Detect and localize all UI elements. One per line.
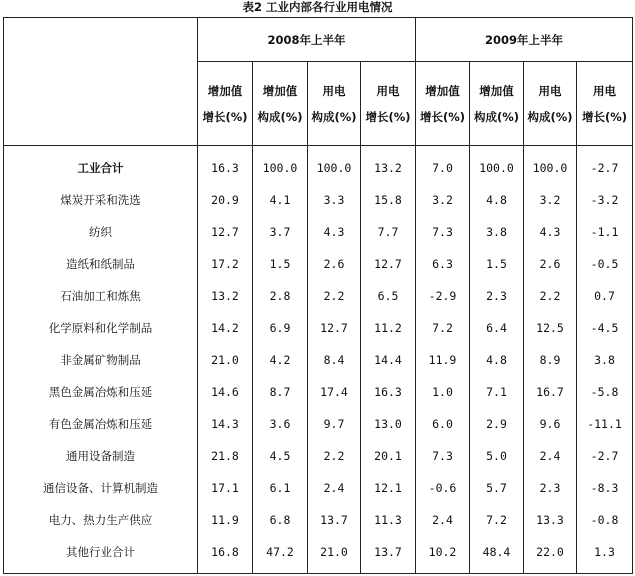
- cell-value: 4.5: [269, 448, 291, 463]
- cell-value: 13.7: [374, 544, 402, 559]
- cell-value: 4.2: [269, 352, 291, 367]
- cell-value: 16.3: [211, 160, 239, 175]
- cell-value: 1.5: [269, 256, 291, 271]
- header-col-3: [308, 62, 361, 146]
- cell-value: 20.1: [374, 448, 402, 463]
- cell-value: 2.2: [323, 448, 345, 463]
- cell-value: -2.7: [590, 160, 619, 175]
- cell-value: -1.1: [590, 224, 619, 239]
- value-column-3: [308, 146, 361, 574]
- header-period-2009: 2009年上半年: [416, 18, 633, 62]
- cell-value: 100.0: [262, 160, 298, 175]
- cell-value: 100.0: [316, 160, 352, 175]
- header-col-4-line-2: 增长(%): [365, 109, 411, 124]
- cell-value: 16.7: [536, 384, 564, 399]
- cell-value: 14.3: [211, 416, 239, 431]
- cell-value: 13.2: [211, 288, 239, 303]
- cell-value: 3.2: [432, 192, 453, 207]
- industry-label: 造纸和纸制品: [66, 256, 135, 271]
- cell-value: 11.2: [374, 320, 402, 335]
- cell-value: 8.4: [323, 352, 345, 367]
- header-col-3-line-2: 构成(%): [311, 109, 357, 124]
- cell-value: 6.4: [486, 320, 507, 335]
- cell-value: 10.2: [428, 544, 457, 559]
- cell-value: 2.3: [539, 480, 561, 495]
- cell-value: 4.1: [269, 192, 291, 207]
- cell-value: 7.0: [432, 160, 453, 175]
- cell-value: 3.8: [486, 224, 507, 239]
- cell-value: 1.5: [486, 256, 507, 271]
- cell-value: -4.5: [590, 320, 619, 335]
- cell-value: 7.7: [377, 224, 399, 239]
- cell-value: 100.0: [479, 160, 514, 175]
- header-col-1: [198, 62, 253, 146]
- cell-value: 14.4: [374, 352, 402, 367]
- cell-value: 13.0: [374, 416, 402, 431]
- header-col-2: [253, 62, 308, 146]
- cell-value: 2.4: [539, 448, 561, 463]
- header-empty-cell: [4, 18, 198, 146]
- industry-label: 非金属矿物制品: [60, 352, 141, 367]
- cell-value: 3.7: [269, 224, 291, 239]
- value-column-8: [577, 146, 633, 574]
- cell-value: 100.0: [532, 160, 568, 175]
- cell-value: -0.8: [590, 512, 619, 527]
- header-col-4: [361, 62, 416, 146]
- cell-value: 8.9: [539, 352, 561, 367]
- header-col-8-line-1: 用电: [593, 83, 617, 98]
- value-column-1: [198, 146, 253, 574]
- cell-value: 2.2: [539, 288, 561, 303]
- cell-value: 17.4: [320, 384, 348, 399]
- cell-value: 16.8: [211, 544, 239, 559]
- cell-value: 11.9: [211, 512, 239, 527]
- cell-value: 3.8: [594, 352, 615, 367]
- industry-label: 通信设备、计算机制造: [43, 480, 158, 495]
- cell-value: 13.2: [374, 160, 402, 175]
- cell-value: 2.6: [323, 256, 345, 271]
- cell-value: 13.3: [536, 512, 564, 527]
- cell-value: 7.3: [432, 224, 453, 239]
- cell-value: 9.7: [323, 416, 345, 431]
- cell-value: 5.0: [486, 448, 507, 463]
- header-col-4-line-1: 用电: [376, 83, 400, 98]
- industry-label: 化学原料和化学制品: [48, 320, 153, 335]
- header-col-6: [470, 62, 524, 146]
- industry-label-column: [4, 146, 198, 574]
- cell-value: 12.7: [211, 224, 239, 239]
- cell-value: 22.0: [536, 544, 564, 559]
- cell-value: 12.7: [320, 320, 348, 335]
- cell-value: 17.2: [211, 256, 239, 271]
- cell-value: 7.3: [432, 448, 453, 463]
- header-col-3-line-1: 用电: [322, 83, 346, 98]
- cell-value: 20.9: [211, 192, 239, 207]
- cell-value: 4.8: [486, 192, 507, 207]
- cell-value: 48.4: [482, 544, 511, 559]
- cell-value: 5.7: [486, 480, 507, 495]
- cell-value: 11.3: [374, 512, 402, 527]
- industry-label: 工业合计: [77, 160, 124, 175]
- cell-value: 2.8: [269, 288, 291, 303]
- industry-label: 石油加工和炼焦: [60, 288, 141, 303]
- industry-label: 黑色金属冶炼和压延: [48, 384, 153, 399]
- cell-value: 2.4: [323, 480, 345, 495]
- industry-label: 其他行业合计: [66, 544, 135, 559]
- industry-label: 通用设备制造: [66, 448, 135, 463]
- cell-value: 7.2: [486, 512, 507, 527]
- cell-value: 14.6: [211, 384, 239, 399]
- cell-value: 12.1: [374, 480, 402, 495]
- header-col-6-line-1: 增加值: [479, 83, 514, 98]
- cell-value: 12.5: [536, 320, 564, 335]
- table-title: 表2 工业内部各行业用电情况: [242, 0, 393, 14]
- header-col-7-line-2: 构成(%): [527, 109, 573, 124]
- cell-value: 6.1: [269, 480, 291, 495]
- cell-value: -2.9: [428, 288, 457, 303]
- cell-value: 1.0: [432, 384, 453, 399]
- header-col-5: [416, 62, 470, 146]
- cell-value: 1.3: [594, 544, 615, 559]
- cell-value: 6.9: [269, 320, 291, 335]
- header-col-8-line-2: 增长(%): [582, 109, 628, 124]
- header-col-7: [524, 62, 577, 146]
- cell-value: 8.7: [269, 384, 291, 399]
- cell-value: 0.7: [594, 288, 615, 303]
- cell-value: 21.0: [320, 544, 348, 559]
- cell-value: 3.6: [269, 416, 291, 431]
- cell-value: 2.3: [486, 288, 507, 303]
- cell-value: 2.9: [486, 416, 507, 431]
- cell-value: 3.2: [539, 192, 561, 207]
- cell-value: -8.3: [590, 480, 619, 495]
- header-col-1-line-1: 增加值: [207, 83, 243, 98]
- cell-value: 6.8: [269, 512, 291, 527]
- header-col-1-line-2: 增长(%): [202, 109, 248, 124]
- cell-value: 2.2: [323, 288, 345, 303]
- electricity-table: [3, 17, 633, 574]
- cell-value: 11.9: [428, 352, 457, 367]
- cell-value: 6.5: [377, 288, 399, 303]
- cell-value: -0.6: [428, 480, 457, 495]
- cell-value: 47.2: [266, 544, 294, 559]
- cell-value: 3.3: [323, 192, 345, 207]
- cell-value: 21.8: [211, 448, 239, 463]
- value-column-5: [416, 146, 470, 574]
- cell-value: 7.1: [486, 384, 507, 399]
- header-period-2008: 2008年上半年: [198, 18, 416, 62]
- header-col-8: [577, 62, 633, 146]
- cell-value: 6.3: [432, 256, 453, 271]
- cell-value: 21.0: [211, 352, 239, 367]
- cell-value: 4.3: [323, 224, 345, 239]
- cell-value: 9.6: [539, 416, 561, 431]
- cell-value: 15.8: [374, 192, 402, 207]
- header-col-5-line-2: 增长(%): [419, 109, 466, 124]
- value-column-4: [361, 146, 416, 574]
- value-column-2: [253, 146, 308, 574]
- cell-value: -11.1: [587, 416, 622, 431]
- industry-label: 煤炭开采和洗选: [60, 192, 141, 207]
- cell-value: 13.7: [320, 512, 348, 527]
- cell-value: -2.7: [590, 448, 619, 463]
- value-column-6: [470, 146, 524, 574]
- table-body-row: [4, 146, 633, 574]
- cell-value: 2.4: [432, 512, 453, 527]
- cell-value: 16.3: [374, 384, 402, 399]
- header-col-2-line-1: 增加值: [262, 83, 298, 98]
- cell-value: 4.3: [539, 224, 561, 239]
- industry-label: 电力、热力生产供应: [48, 512, 153, 527]
- cell-value: 7.2: [432, 320, 453, 335]
- cell-value: 17.1: [211, 480, 239, 495]
- industry-label: 有色金属冶炼和压延: [48, 416, 153, 431]
- cell-value: 14.2: [211, 320, 239, 335]
- header-col-6-line-2: 构成(%): [473, 109, 520, 124]
- cell-value: -5.8: [590, 384, 619, 399]
- cell-value: 4.8: [486, 352, 507, 367]
- cell-value: -3.2: [590, 192, 619, 207]
- cell-value: 2.6: [539, 256, 561, 271]
- value-column-7: [524, 146, 577, 574]
- cell-value: -0.5: [590, 256, 619, 271]
- industry-label: 纺织: [89, 224, 112, 239]
- cell-value: 6.0: [432, 416, 453, 431]
- header-col-2-line-2: 构成(%): [257, 109, 303, 124]
- header-col-5-line-1: 增加值: [425, 83, 460, 98]
- header-col-7-line-1: 用电: [538, 83, 562, 98]
- cell-value: 12.7: [374, 256, 402, 271]
